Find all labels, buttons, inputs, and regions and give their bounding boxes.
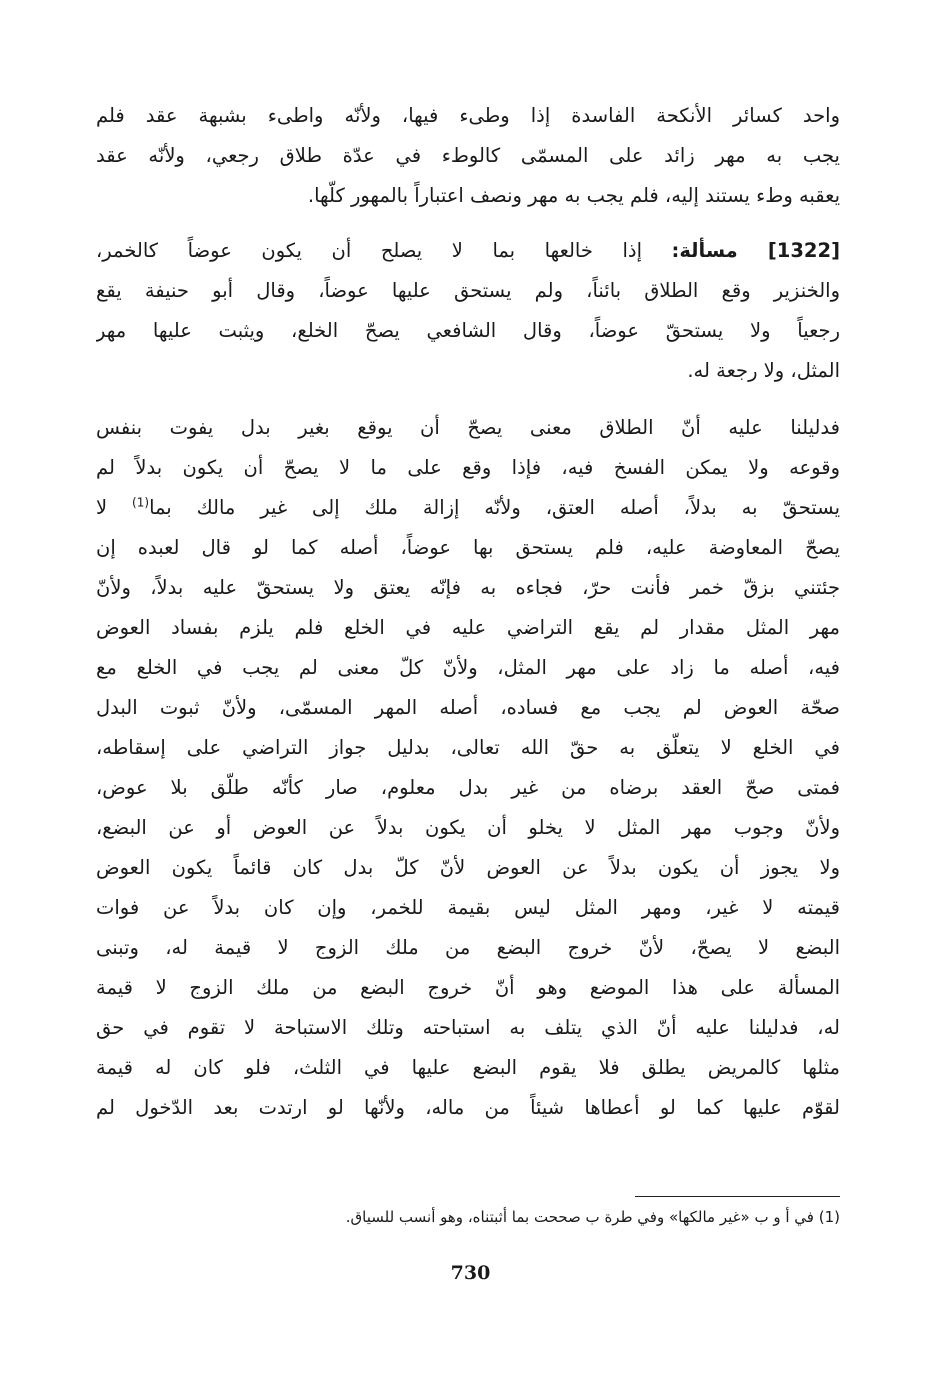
issue-number-label: [1322] مسألة:: [671, 239, 840, 262]
paragraph-2: [96, 231, 840, 391]
text-line: له، فدليلنا عليه أنّ الذي يتلف به استباحته وتلك الاستباحة لا تقوم في حق: [96, 1016, 840, 1039]
text-line: البضع لا يصحّ، لأنّ خروج البضع من ملك الزوج لا قيمة له، وتبنى: [96, 936, 840, 959]
text-run: لا: [96, 496, 133, 519]
footnote: (1) في أ و ب «غير مالكها» وفي طرة ب صححت بما أثبتناه، وهو أنسب للسياق.: [345, 1208, 840, 1226]
text-line: فمتى صحّ العقد برضاه من غير بدل معلوم، صار كأنّه طلّق بلا عوض،: [96, 776, 840, 799]
text-line: في الخلع لا يتعلّق به حقّ الله تعالى، بدليل جواز التراضي على إسقاطه،: [96, 736, 840, 759]
text-line: رجعياً ولا يستحقّ عوضاً، وقال الشافعي يصحّ الخلع، ويثبت عليها مهر: [96, 319, 840, 342]
text-line: يعقبه وطء يستند إليه، فلم يجب به مهر ونصف اعتباراً بالمهور كلّها.: [307, 184, 840, 207]
text-line: واحد كسائر الأنكحة الفاسدة إذا وطىء فيها، ولأنّه واطىء بشبهة عقد فلم: [96, 104, 840, 127]
text-line: المثل، ولا رجعة له.: [687, 359, 840, 382]
text-line: فيه، أصله ما زاد على مهر المثل، ولأنّ كلّ معنى لم يجب في الخلع مع: [96, 656, 840, 679]
text-line: يصحّ المعاوضة عليه، فلم يستحق بها عوضاً، أصله كما لو قال لعبده إن: [96, 536, 840, 559]
text-line: ولا يجوز أن يكون بدلاً عن العوض لأنّ كلّ بدل كان قائماً يكون العوض: [96, 856, 840, 879]
text-line: المسألة على هذا الموضع وهو أنّ خروج البضع من ملك الزوج لا قيمة: [96, 976, 840, 999]
text-run: يستحقّ به بدلاً، أصله العتق، ولأنّه إزالة ملك إلى غير مالك بما: [149, 496, 840, 519]
paragraph-1: [96, 96, 840, 216]
paragraph-3: [96, 408, 840, 1128]
text-line: يجب به مهر زائد على المسمّى كالوطء في عدّة طلاق رجعي، ولأنّه عقد: [96, 144, 840, 167]
text-run: إذا خالعها بما لا يصلح أن يكون عوضاً كالخمر،: [96, 239, 672, 262]
text-line: وقوعه ولا يمكن الفسخ فيه، فإذا وقع على ما لا يصحّ أن يكون بدلاً لم: [96, 456, 840, 479]
text-line: صحّة العوض لم يجب مع فساده، أصله المهر المسمّى، ولأنّ ثبوت البدل: [96, 696, 840, 719]
text-line: لقوّم عليها كما لو أعطاها شيئاً من ماله، ولأنّها لو ارتدت بعد الدّخول لم: [96, 1096, 840, 1119]
footnote-marker[interactable]: (1): [132, 495, 150, 510]
text-line: جئتني بزقّ خمر فأنت حرّ، فجاءه به فإنّه يعتق ولا يستحقّ عليه بدلاً، ولأنّ: [96, 576, 840, 599]
text-line: والخنزير وقع الطلاق بائناً، ولم يستحق عليها عوضاً، وقال أبو حنيفة يقع: [96, 279, 840, 302]
text-line: فدليلنا عليه أنّ الطلاق معنى يصحّ أن يوقع بغير بدل يفوت بنفس: [96, 416, 840, 439]
text-line: ولأنّ وجوب مهر المثل لا يخلو أن يكون بدلاً عن العوض أو عن البضع،: [96, 816, 840, 839]
text-line: [96, 488, 840, 528]
text-line: [96, 231, 840, 271]
page-number: 730: [450, 1262, 491, 1284]
text-line: مثلها كالمريض يطلق فلا يقوم البضع عليها في الثلث، فلو كان له قيمة: [96, 1056, 840, 1079]
text-line: قيمته لا غير، ومهر المثل ليس بقيمة للخمر، وإن كان بدلاً عن فوات: [96, 896, 840, 919]
text-line: مهر المثل مقدار لم يقع التراضي عليه في الخلع فلم يلزم بفساد العوض: [96, 616, 840, 639]
footnote-divider: [635, 1196, 840, 1197]
